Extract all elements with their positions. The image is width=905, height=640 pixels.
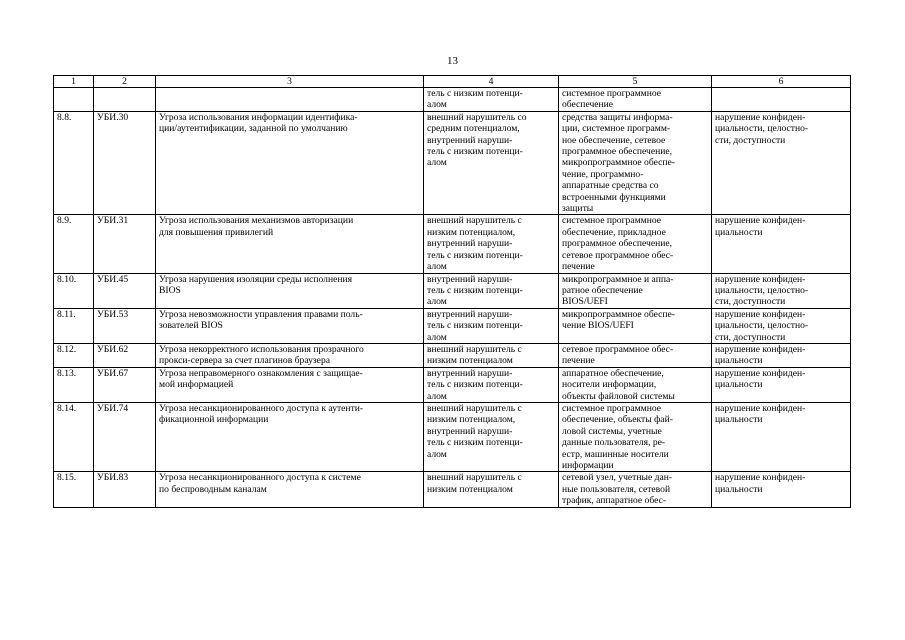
threat-id (94, 88, 156, 112)
consequence-cell: нарушение конфиден- циальности, целостно- сти, доступности (712, 273, 851, 308)
violator-cell: внешний нарушитель со средним потенциалом, внутренний наруши- тель с низким потенци- алом (424, 111, 559, 215)
consequence-cell: нарушение конфиден- циальности (712, 367, 851, 402)
consequence-cell (712, 88, 851, 112)
table-row (54, 367, 851, 402)
impact-object-cell: микропрограммное обеспе- чение BIOS/UEFI (559, 308, 712, 343)
row-number: 8.10. (54, 273, 94, 308)
violator-cell: внешний нарушитель с низким потенциалом (424, 343, 559, 367)
row-number: 8.9. (54, 215, 94, 273)
column-header: 3 (156, 76, 424, 88)
consequence-cell: нарушение конфиден- циальности (712, 343, 851, 367)
threat-id: УБИ.30 (94, 111, 156, 215)
row-number: 8.12. (54, 343, 94, 367)
page-number: 13 (447, 55, 458, 67)
impact-object-cell: аппаратное обеспечение, носители информации, объекты файловой системы (559, 367, 712, 402)
row-number: 8.14. (54, 402, 94, 471)
violator-cell: внешний нарушитель с низким потенциалом, внутренний наруши- тель с низким потенци- алом (424, 402, 559, 471)
consequence-cell: нарушение конфиден- циальности (712, 472, 851, 507)
violator-cell: внутренний наруши- тель с низким потенци- алом (424, 367, 559, 402)
column-header: 1 (54, 76, 94, 88)
row-number (54, 88, 94, 112)
threat-description: Угроза невозможности управления правами поль- зователей BIOS (156, 308, 424, 343)
impact-object-cell: средства защиты информа- ции, системное программ- ное обеспечение, сетевое программное обеспечение, микропрограммное обеспе- чение, программно- аппаратные средства со встроенными функциями защиты (559, 111, 712, 215)
threat-id: УБИ.83 (94, 472, 156, 507)
impact-object-cell: сетевой узел, учетные дан- ные пользователя, сетевой трафик, аппаратное обес- (559, 472, 712, 507)
threat-description: Угроза нарушения изоляции среды исполнения BIOS (156, 273, 424, 308)
threat-id: УБИ.53 (94, 308, 156, 343)
column-header: 6 (712, 76, 851, 88)
impact-object-cell: микропрограммное и аппа- ратное обеспечение BIOS/UEFI (559, 273, 712, 308)
threat-id: УБИ.45 (94, 273, 156, 308)
threat-id: УБИ.74 (94, 402, 156, 471)
row-number: 8.11. (54, 308, 94, 343)
threat-description: Угроза несанкционированного доступа к аутенти- фикационной информации (156, 402, 424, 471)
violator-cell: внешний нарушитель с низким потенциалом (424, 472, 559, 507)
table-row (54, 111, 851, 215)
table-row (54, 88, 851, 112)
threat-description: Угроза использования механизмов авторизации для повышения привилегий (156, 215, 424, 273)
threat-description: Угроза неправомерного ознакомления с защищае- мой информацией (156, 367, 424, 402)
table-row (54, 215, 851, 273)
threat-description: Угроза несанкционированного доступа к системе по беспроводным каналам (156, 472, 424, 507)
table-row (54, 402, 851, 471)
threat-id: УБИ.62 (94, 343, 156, 367)
table-row (54, 343, 851, 367)
violator-cell: внутренний наруши- тель с низким потенци- алом (424, 308, 559, 343)
table-header (54, 76, 851, 88)
consequence-cell: нарушение конфиден- циальности (712, 215, 851, 273)
violator-cell: внутренний наруши- тель с низким потенци- алом (424, 273, 559, 308)
table-row (54, 273, 851, 308)
row-number: 8.13. (54, 367, 94, 402)
threat-id: УБИ.67 (94, 367, 156, 402)
consequence-cell: нарушение конфиден- циальности, целостно- сти, доступности (712, 308, 851, 343)
threat-description: Угроза использования информации идентифика- ции/аутентификации, заданной по умолчанию (156, 111, 424, 215)
consequence-cell: нарушение конфиден- циальности, целостно- сти, доступности (712, 111, 851, 215)
row-number: 8.8. (54, 111, 94, 215)
threat-id: УБИ.31 (94, 215, 156, 273)
threats-table (53, 75, 851, 508)
table-body (54, 88, 851, 508)
impact-object-cell: системное программное обеспечение, прикладное программное обеспечение, сетевое программное обес- печение (559, 215, 712, 273)
impact-object-cell: системное программное обеспечение (559, 88, 712, 112)
table-row (54, 472, 851, 507)
column-header: 2 (94, 76, 156, 88)
violator-cell: тель с низким потенци- алом (424, 88, 559, 112)
table-row (54, 308, 851, 343)
column-header: 5 (559, 76, 712, 88)
consequence-cell: нарушение конфиден- циальности (712, 402, 851, 471)
impact-object-cell: системное программное обеспечение, объекты фай- ловой системы, учетные данные пользователя, ре- естр, машинные носители информации (559, 402, 712, 471)
column-header: 4 (424, 76, 559, 88)
threat-description (156, 88, 424, 112)
violator-cell: внешний нарушитель с низким потенциалом, внутренний наруши- тель с низким потенци- алом (424, 215, 559, 273)
threat-description: Угроза некорректного использования прозрачного прокси-сервера за счет плагинов браузера (156, 343, 424, 367)
row-number: 8.15. (54, 472, 94, 507)
impact-object-cell: сетевое программное обес- печение (559, 343, 712, 367)
